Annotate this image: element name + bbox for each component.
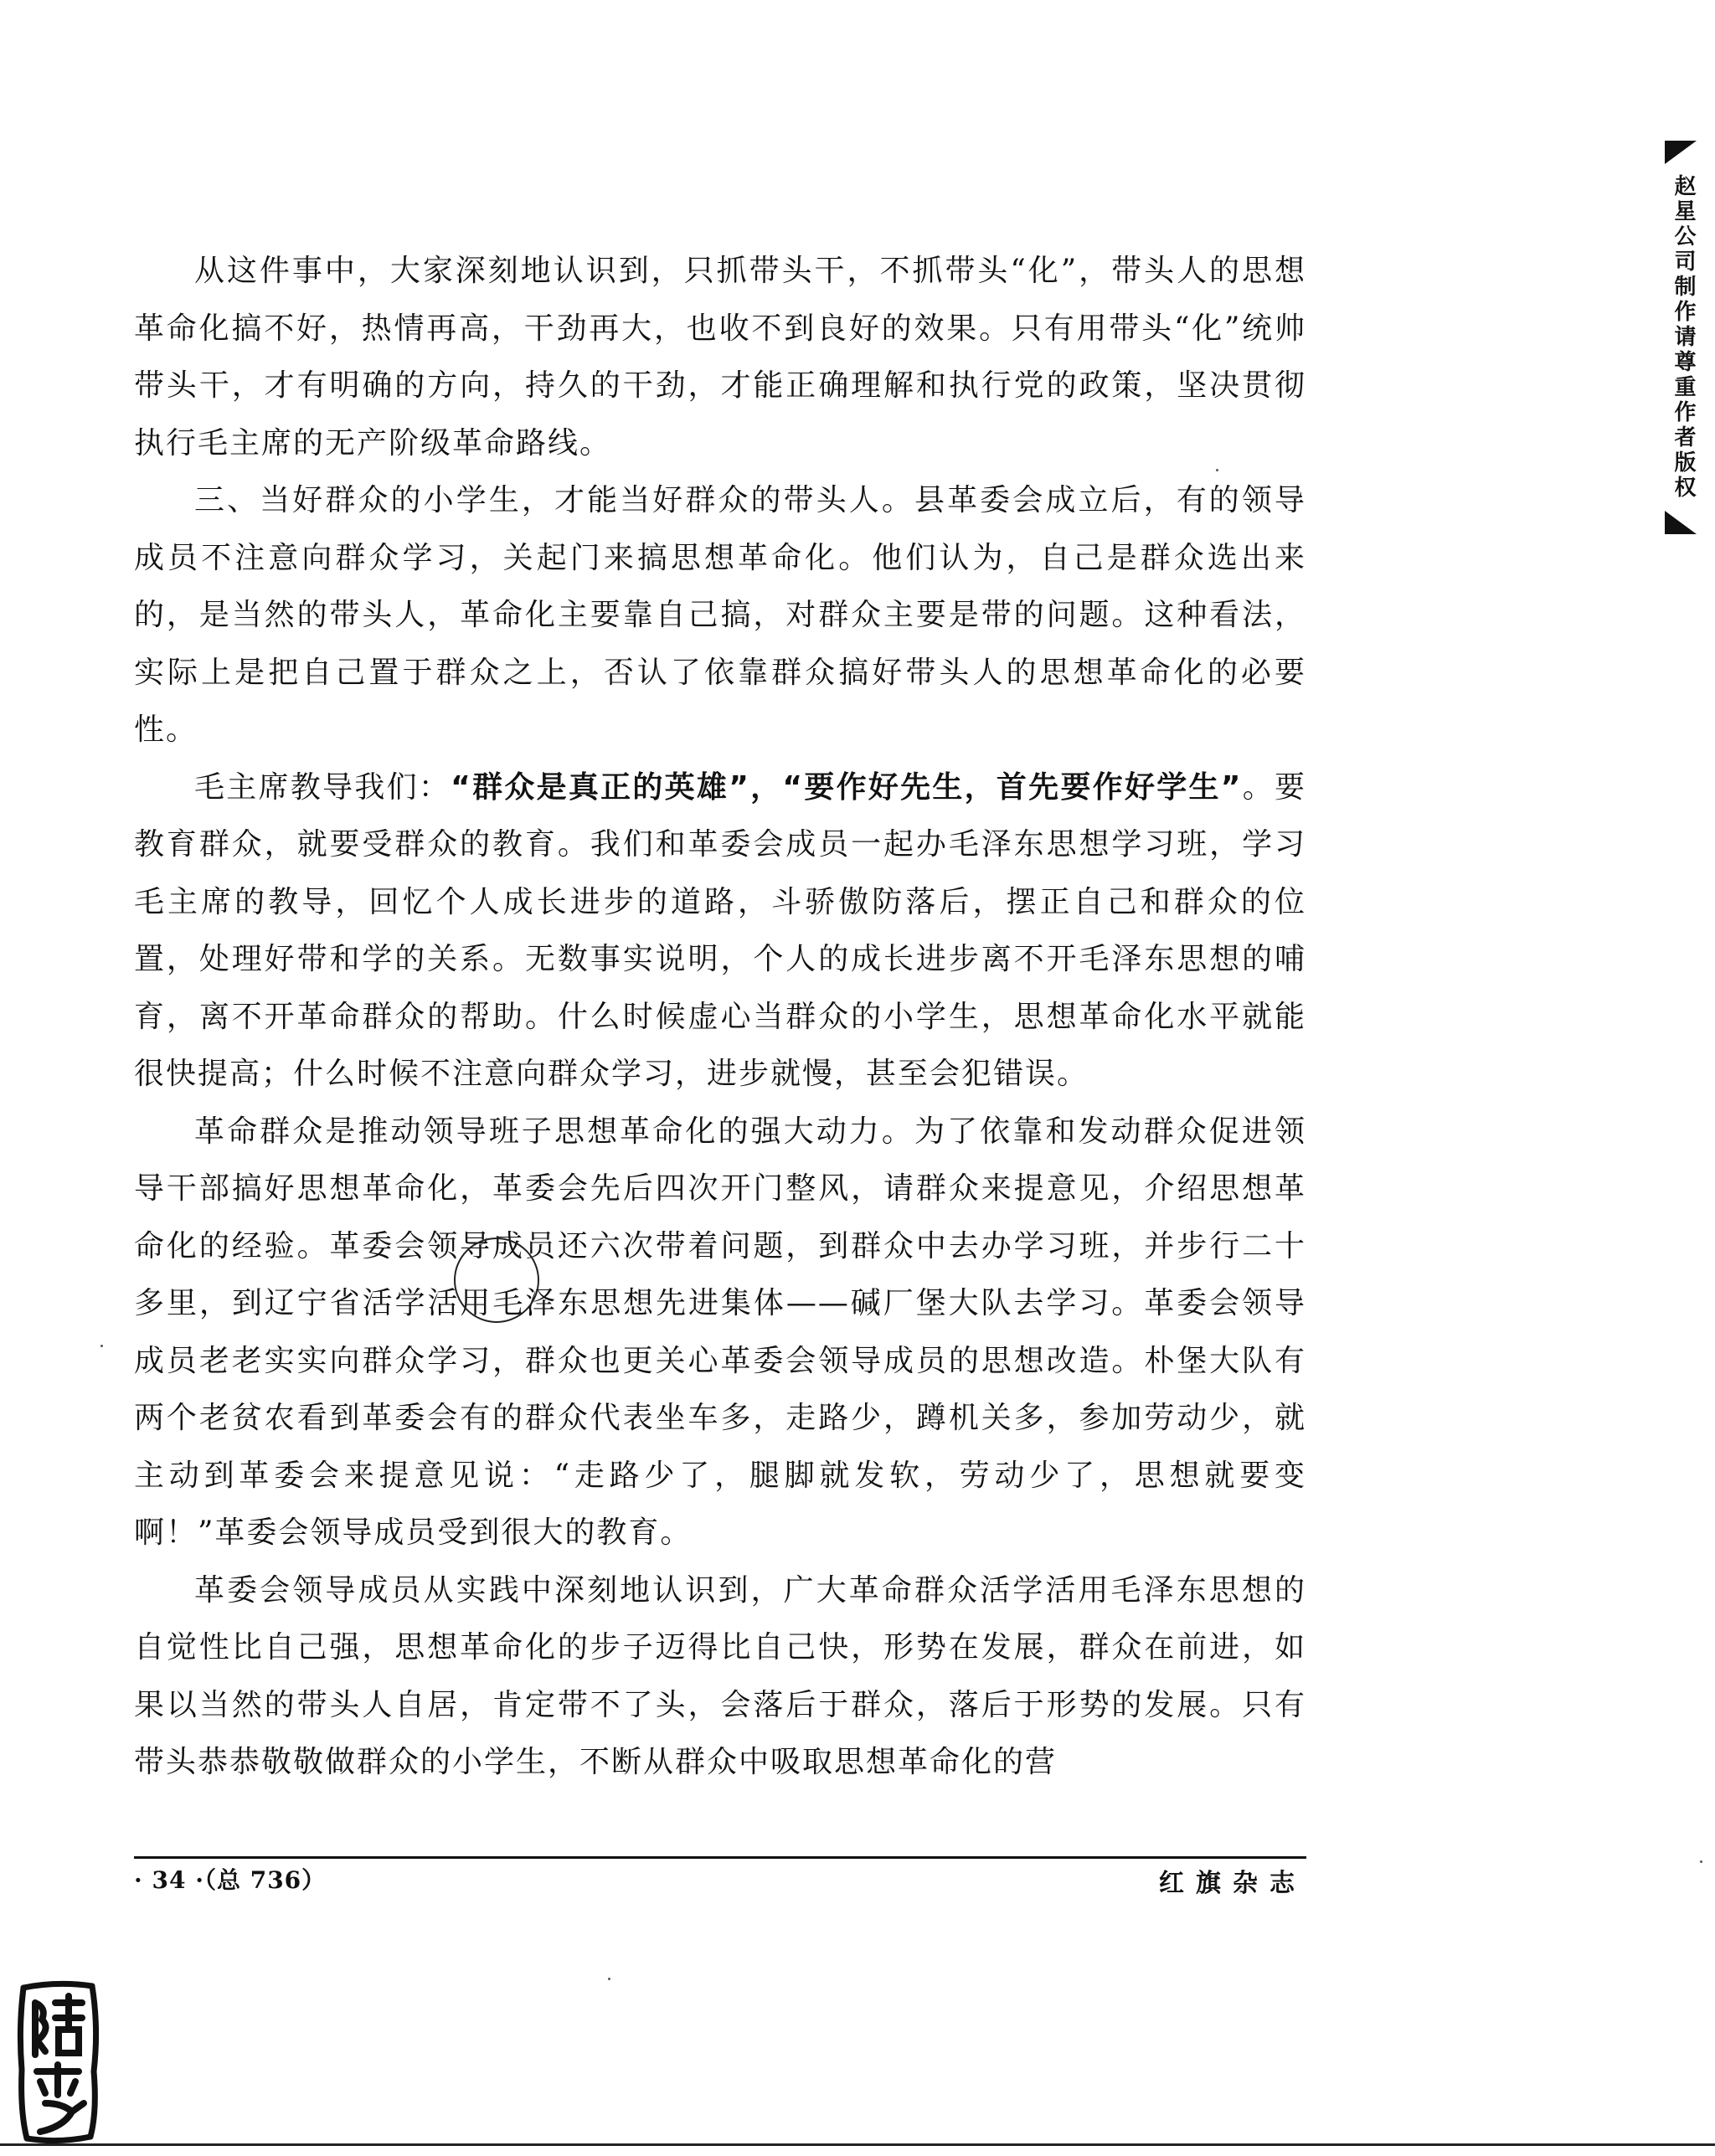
paragraph-4: 革命群众是推动领导班子思想革命化的强大动力。为了依靠和发动群众促进领导干部搞好思想革命化，革委会先后四次开门整风，请群众来提意见，介绍思想革命化的经验。革委会领导成员还六次带着问题，到群众中去办学习班，并步行二十多里，到辽宁省活学活用毛泽东思想先进集体——碱厂堡大队去学习。革委会领导成员老老实实向群众学习，群众也更关心革委会领导成员的思想改造。朴堡大队有两个老贫农看到革委会有的群众代表坐车多，走路少，蹲机关多，参加劳动少，就主动到革委会来提意见说：“走路少了，腿脚就发软，劳动少了，思想就要变啊！”革委会领导成员受到很大的教育。	[134, 1114, 1306, 1550]
paragraph-3	[134, 759, 1306, 1104]
page-folio: · 34 ·（总 736）	[134, 1866, 327, 1894]
red-seal-stamp-icon	[12, 1978, 104, 2145]
paragraph-1: 从这件事中，大家深刻地认识到，只抓带头干，不抓带头“化”，带头人的思想革命化搞不好，热情再高，干劲再大，也收不到良好的效果。只有用带头“化”统帅带头干，才有明确的方向，持久的干劲，才能正确理解和执行党的政策，坚决贯彻执行毛主席的无产阶级革命路线。	[134, 254, 1306, 461]
quote-teacher-student: “要作好先生，首先要作好学生”	[782, 769, 1243, 805]
seal-drawing	[12, 1978, 104, 2145]
scan-speck	[1216, 469, 1218, 471]
scan-speck	[608, 1978, 610, 1980]
scan-speck	[1700, 1860, 1702, 1863]
footer-rule	[134, 1856, 1306, 1859]
article-body	[134, 243, 1306, 1792]
strip-bar-bottom	[1665, 511, 1697, 534]
copyright-strip	[1663, 141, 1698, 534]
quote-lead: 毛主席教导我们：	[194, 769, 451, 805]
copyright-text: 赵星公司制作请尊重作者版权	[1671, 174, 1696, 501]
paragraph-3-rest: 。要教育群众，就要受群众的教育。我们和革委会成员一起办毛泽东思想学习班，学习毛主席的教导，回忆个人成长进步的道路，斗骄傲防落后，摆正自己和群众的位置，处理好带和学的关系。无数事实说明，个人的成长进步离不开毛泽东思想的哺育，离不开革命群众的帮助。什么时候虚心当群众的小学生，思想革命化水平就能很快提高；什么时候不注意向群众学习，进步就慢，甚至会犯错误。	[134, 769, 1306, 1091]
scan-speck	[100, 1345, 103, 1347]
quote-heroes: “群众是真正的英雄”，	[451, 769, 783, 805]
paragraph-2: 三、当好群众的小学生，才能当好群众的带头人。县革委会成立后，有的领导成员不注意向群众学习，关起门来搞思想革命化。他们认为，自己是群众选出来的，是当然的带头人，革命化主要靠自己搞，对群众主要是带的问题。这种看法，实际上是把自己置于群众之上，否认了依靠群众搞好带头人的思想革命化的必要性。	[134, 483, 1306, 747]
journal-name: 红旗杂志	[1159, 1869, 1306, 1898]
pen-circle-annotation	[454, 1238, 539, 1323]
strip-bar-top	[1665, 141, 1697, 164]
paragraph-5: 革委会领导成员从实践中深刻地认识到，广大革命群众活学活用毛泽东思想的自觉性比自己强，思想革命化的步子迈得比自己快，形势在发展，群众在前进，如果以当然的带头人自居，肯定带不了头，会落后于群众，落后于形势的发展。只有带头恭恭敬敬做群众的小学生，不断从群众中吸取思想革命化的营	[134, 1572, 1306, 1779]
page-edge-line	[0, 2143, 1715, 2146]
